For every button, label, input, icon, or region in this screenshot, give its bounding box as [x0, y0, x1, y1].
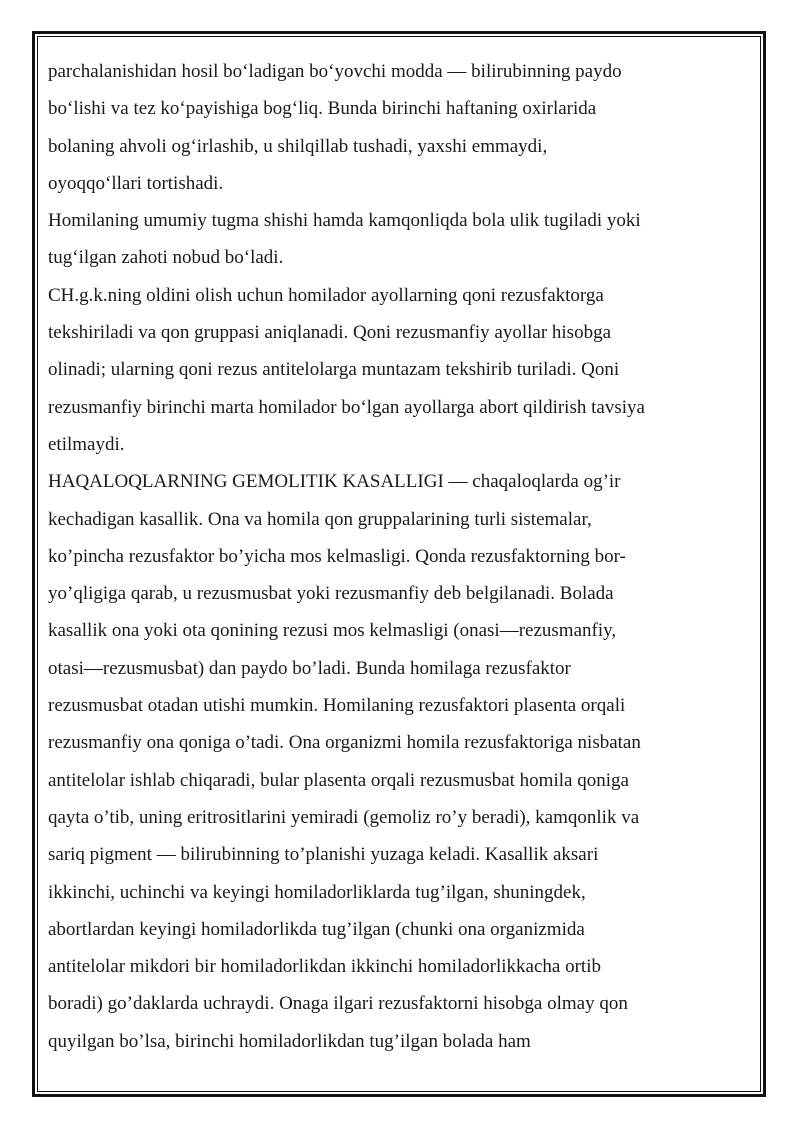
text-line: olinadi; ularning qoni rezus antitelolarga muntazam tekshirib turiladi. Qoni	[48, 359, 620, 381]
text-line: rezusmanfiy ona qoniga o’tadi. Ona organizmi homila rezusfaktoriga nisbatan	[48, 732, 641, 754]
text-line: boʻlishi va tez koʻpayishiga bogʻliq. Bunda birinchi haftaning oxirlarida	[48, 98, 597, 120]
text-line: rezusmanfiy birinchi marta homilador boʻlgan ayollarga abort qildirish tavsiya	[48, 396, 645, 418]
text-line: antitelolar ishlab chiqaradi, bular plasenta orqali rezusmusbat homila qoniga	[48, 769, 629, 791]
text-line: bolaning ahvoli ogʻirlashib, u shilqillab tushadi, yaxshi emmaydi,	[48, 135, 548, 157]
document-body	[48, 53, 738, 1060]
text-line: abortlardan keyingi homiladorlikda tug’ilgan (chunki ona organizmida	[48, 918, 585, 940]
text-line: quyilgan bo’lsa, birinchi homiladorlikdan tug’ilgan bolada ham	[48, 1030, 531, 1052]
text-line: antitelolar mikdori bir homiladorlikdan ikkinchi homiladorlikkacha ortib	[48, 956, 601, 978]
text-line: kechadigan kasallik. Ona va homila qon gruppalarining turli sistemalar,	[48, 508, 592, 530]
text-line: sariq pigment — bilirubinning to’planishi yuzaga keladi. Kasallik aksari	[48, 844, 599, 866]
text-line: CH.g.k.ning oldini olish uchun homilador ayollarning qoni rezusfaktorga	[48, 284, 604, 306]
section-heading-line: HAQALOQLARNING GEMOLITIK KASALLIGI — chaqaloqlarda og’ir	[48, 471, 621, 493]
text-line: etilmaydi.	[48, 433, 125, 455]
text-line: tugʻilgan zahoti nobud boʻladi.	[48, 247, 284, 269]
text-line: boradi) go’daklarda uchraydi. Onaga ilgari rezusfaktorni hisobga olmay qon	[48, 993, 628, 1015]
text-line: ikkinchi, uchinchi va keyingi homiladorliklarda tug’ilgan, shuningdek,	[48, 881, 586, 903]
text-line: otasi—rezusmusbat) dan paydo bo’ladi. Bunda homilaga rezusfaktor	[48, 657, 571, 679]
text-line: ko’pincha rezusfaktor bo’yicha mos kelmasligi. Qonda rezusfaktorning bor-	[48, 545, 626, 567]
text-line: kasallik ona yoki ota qonining rezusi mos kelmasligi (onasi—rezusmanfiy,	[48, 620, 617, 642]
text-line: qayta o’tib, uning eritrositlarini yemiradi (gemoliz ro’y beradi), kamqonlik va	[48, 806, 640, 828]
text-line: parchalanishidan hosil boʻladigan boʻyovchi modda — bilirubinning paydo	[48, 61, 622, 82]
text-line: Homilaning umumiy tugma shishi hamda kamqonliqda bola ulik tugiladi yoki	[48, 210, 641, 232]
text-line: tekshiriladi va qon gruppasi aniqlanadi. Qoni rezusmanfiy ayollar hisobga	[48, 322, 611, 344]
text-line: oyoqqoʻllari tortishadi.	[48, 172, 224, 194]
text-line: yo’qligiga qarab, u rezusmusbat yoki rezusmanfiy deb belgilanadi. Bolada	[48, 583, 614, 605]
text-line: rezusmusbat otadan utishi mumkin. Homilaning rezusfaktori plasenta orqali	[48, 695, 626, 717]
